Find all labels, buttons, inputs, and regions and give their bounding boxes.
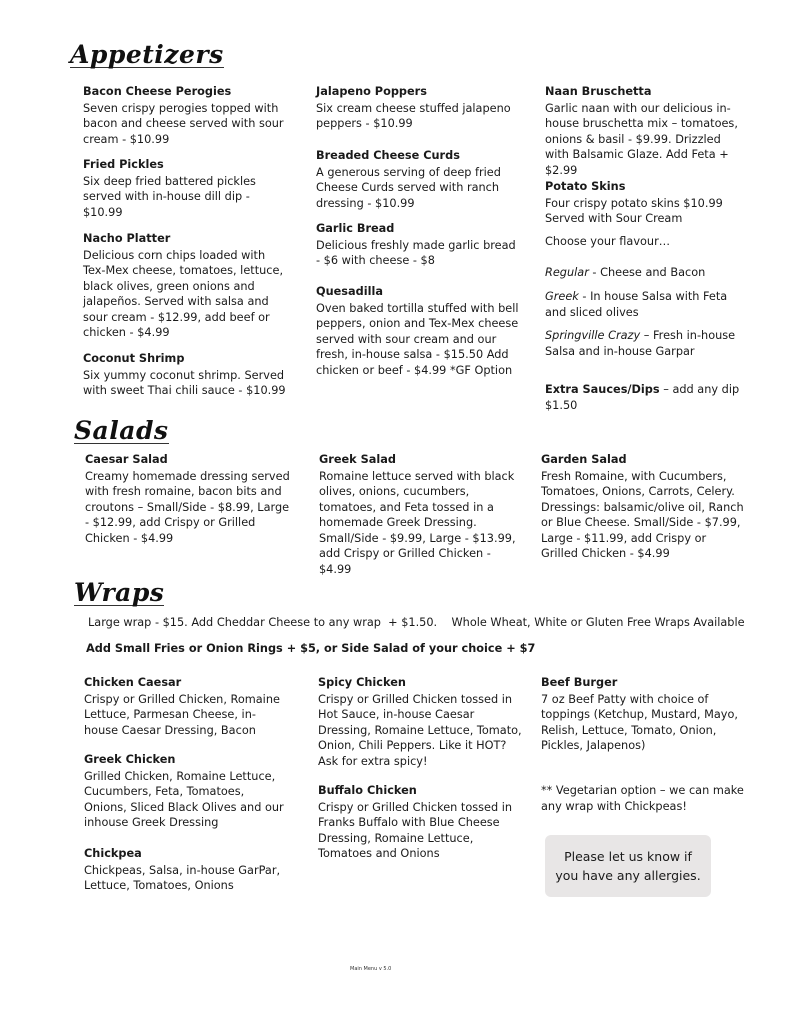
item-description: Creamy homemade dressing served with fresh romaine, bacon bits and croutons – Small/Side - $8.99, Large - $12.99, add Crispy or Grilled Chicken - $4.99 bbox=[85, 469, 290, 545]
menu-item bbox=[83, 351, 288, 399]
menu-item bbox=[316, 221, 521, 269]
menu-item bbox=[319, 452, 524, 577]
allergy-notice bbox=[545, 835, 711, 897]
item-name: Bacon Cheese Perogies bbox=[83, 85, 232, 98]
wraps-info-line: Large wrap - $15. Add Cheddar Cheese to any wrap + $1.50. Whole Wheat, White or Gluten Free Wraps Available bbox=[88, 616, 745, 629]
item-description: Six yummy coconut shrimp. Served with sweet Thai chili sauce - $10.99 bbox=[83, 368, 286, 397]
menu-item bbox=[545, 179, 745, 227]
flavour-name: Greek bbox=[545, 290, 579, 303]
item-name: Buffalo Chicken bbox=[318, 784, 417, 797]
menu-item bbox=[84, 675, 289, 738]
menu-item bbox=[83, 231, 288, 341]
menu-item bbox=[83, 157, 288, 220]
menu-item bbox=[84, 752, 289, 831]
item-description: Crispy or Grilled Chicken tossed in Hot Sauce, in-house Caesar Dressing, Romaine Lettuce, Tomato, Onion, Chili Peppers. Like it HOT? Ask for extra spicy! bbox=[318, 692, 522, 768]
menu-item bbox=[316, 84, 521, 132]
item-description: Chickpeas, Salsa, in-house GarPar, Lettuce, Tomatoes, Onions bbox=[84, 863, 281, 892]
salads-heading: Salads bbox=[74, 416, 169, 445]
menu-item bbox=[85, 452, 290, 546]
item-name: Fried Pickles bbox=[83, 158, 164, 171]
item-name: Garlic Bread bbox=[316, 222, 395, 235]
item-name: Breaded Cheese Curds bbox=[316, 149, 460, 162]
item-name: Jalapeno Poppers bbox=[316, 85, 427, 98]
appetizers-heading: Appetizers bbox=[70, 40, 224, 69]
item-description: Delicious freshly made garlic bread - $6 with cheese - $8 bbox=[316, 238, 516, 267]
item-name: Chickpea bbox=[84, 847, 142, 860]
flavour-name: Springville Crazy bbox=[545, 329, 641, 342]
item-description: 7 oz Beef Patty with choice of toppings (Ketchup, Mustard, Mayo, Relish, Lettuce, Tomato, Onion, Pickles, Jalapenos) bbox=[541, 692, 738, 752]
item-name: Chicken Caesar bbox=[84, 676, 182, 689]
flavour-prompt: Choose your flavour… bbox=[545, 235, 671, 248]
menu-item bbox=[545, 84, 745, 178]
item-description: Seven crispy perogies topped with bacon and cheese served with sour cream - $10.99 bbox=[83, 101, 284, 146]
flavour-desc: – Fresh in-house Salsa and in-house Garpar bbox=[545, 329, 736, 358]
menu-item bbox=[541, 452, 746, 562]
menu-version-footer: Main Menu v 5.0 bbox=[350, 966, 392, 972]
wraps-heading: Wraps bbox=[74, 578, 165, 607]
flavour-desc: - In house Salsa with Feta and sliced olives bbox=[545, 290, 728, 319]
item-name: Caesar Salad bbox=[85, 453, 168, 466]
extra-sauces-desc: – add any dip $1.50 bbox=[545, 383, 740, 412]
flavour-option bbox=[545, 265, 745, 281]
flavour-desc: - Cheese and Bacon bbox=[588, 266, 706, 279]
item-description: Oven baked tortilla stuffed with bell peppers, onion and Tex-Mex cheese served with sour cream and our fresh, in-house salsa - $15.50 Add chicken or beef - $4.99 *GF Option bbox=[316, 301, 519, 377]
item-name: Potato Skins bbox=[545, 180, 626, 193]
flavour-option bbox=[545, 328, 745, 359]
item-name: Beef Burger bbox=[541, 676, 618, 689]
item-name: Nacho Platter bbox=[83, 232, 171, 245]
vegetarian-note: ** Vegetarian option – we can make any wrap with Chickpeas! bbox=[541, 784, 744, 813]
item-name: Coconut Shrimp bbox=[83, 352, 185, 365]
item-name: Garden Salad bbox=[541, 453, 627, 466]
item-name: Spicy Chicken bbox=[318, 676, 406, 689]
menu-item bbox=[83, 84, 288, 147]
menu-item bbox=[316, 284, 521, 378]
allergy-line: Please let us know if bbox=[564, 849, 692, 864]
item-description: Grilled Chicken, Romaine Lettuce, Cucumbers, Feta, Tomatoes, Onions, Sliced Black Olives and our inhouse Greek Dressing bbox=[84, 769, 284, 829]
item-description: Crispy or Grilled Chicken tossed in Franks Buffalo with Blue Cheese Dressing, Romaine Lettuce, Tomatoes and Onions bbox=[318, 800, 513, 860]
item-description: Fresh Romaine, with Cucumbers, Tomatoes, Onions, Carrots, Celery. Dressings: balsamic/olive oil, Ranch or Blue Cheese. Small/Side - $7.99, Large - $11.99, add Crispy or Grilled Chicken - $4.99 bbox=[541, 469, 744, 560]
allergy-line: you have any allergies. bbox=[555, 868, 701, 883]
item-name: Naan Bruschetta bbox=[545, 85, 652, 98]
wraps-addons-line: Add Small Fries or Onion Rings + $5, or Side Salad of your choice + $7 bbox=[86, 642, 536, 655]
extra-sauces bbox=[545, 382, 745, 413]
item-description: Four crispy potato skins $10.99 Served with Sour Cream bbox=[545, 196, 723, 225]
item-description: A generous serving of deep fried Cheese Curds served with ranch dressing - $10.99 bbox=[316, 165, 501, 210]
extra-sauces-name: Extra Sauces/Dips bbox=[545, 383, 660, 396]
item-name: Greek Salad bbox=[319, 453, 396, 466]
item-description: Six cream cheese stuffed jalapeno peppers - $10.99 bbox=[316, 101, 511, 130]
item-description: Six deep fried battered pickles served with in-house dill dip - $10.99 bbox=[83, 174, 256, 219]
item-name: Quesadilla bbox=[316, 285, 383, 298]
item-name: Greek Chicken bbox=[84, 753, 176, 766]
menu-item bbox=[541, 675, 746, 754]
menu-item bbox=[84, 846, 289, 894]
item-description: Delicious corn chips loaded with Tex-Mex cheese, tomatoes, lettuce, black olives, green onions and jalapeños. Served with salsa and sour cream - $12.99, add beef or chicken - $4.99 bbox=[83, 248, 284, 339]
item-description: Crispy or Grilled Chicken, Romaine Lettuce, Parmesan Cheese, in-house Caesar Dressing, Bacon bbox=[84, 692, 280, 737]
flavour-option bbox=[545, 289, 745, 320]
menu-item bbox=[318, 675, 523, 769]
item-description: Garlic naan with our delicious in-house bruschetta mix – tomatoes, onions & basil - $9.99. Drizzled with Balsamic Glaze. Add Feta + $2.99 bbox=[545, 101, 738, 177]
menu-item bbox=[318, 783, 523, 862]
flavour-name: Regular bbox=[545, 266, 589, 279]
item-description: Romaine lettuce served with black olives, onions, cucumbers, tomatoes, and Feta tossed in a homemade Greek Dressing. Small/Side - $9.99, Large - $13.99, add Crispy or Grilled Chicken - $4.99 bbox=[319, 469, 516, 576]
menu-item bbox=[316, 148, 521, 211]
